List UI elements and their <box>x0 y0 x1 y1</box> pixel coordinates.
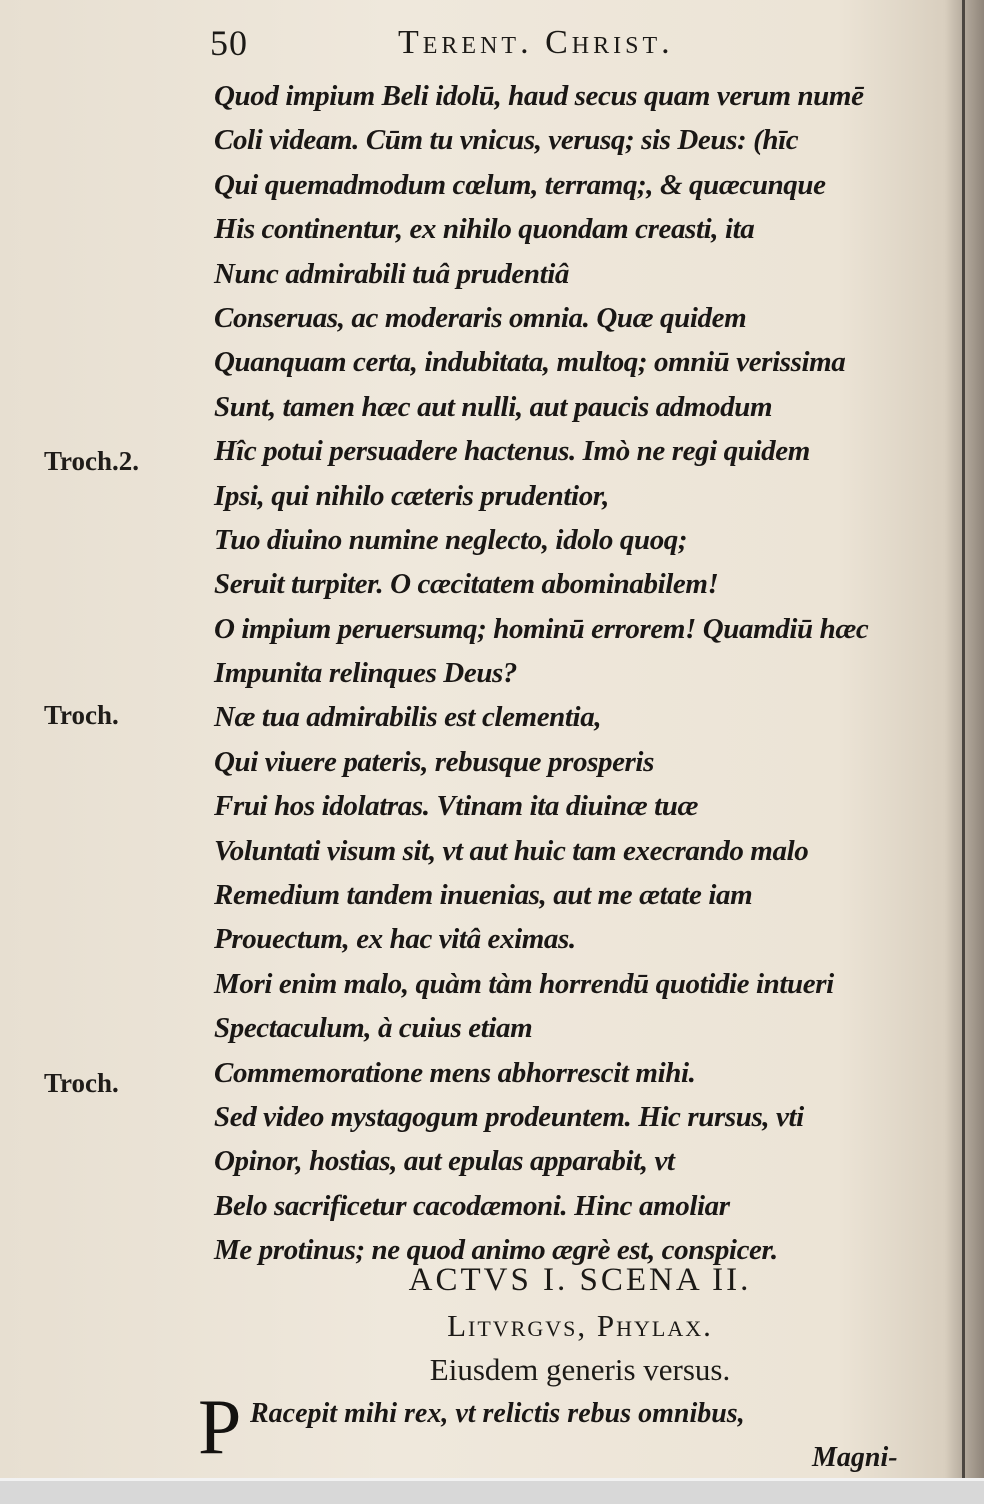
verse-line: Sunt, tamen hæc aut nulli, aut paucis admodum <box>214 390 773 423</box>
page-number: 50 <box>210 23 248 63</box>
scene-first-line: Racepit mihi rex, vt relictis rebus omnibus, <box>250 1398 745 1429</box>
catchword: Magni- <box>812 1442 898 1473</box>
verse-line: Nunc admirabili tuâ prudentiâ <box>214 257 570 290</box>
verse-line: Belo sacrificetur cacodæmoni. Hinc amoliar <box>214 1189 730 1222</box>
verse-line: Hîc potui persuadere hactenus. Imò ne regi quidem <box>214 435 810 468</box>
verse-line: Ipsi, qui nihilo cæteris prudentior, <box>214 479 609 512</box>
margin-note-trochaic: Troch. <box>44 700 119 730</box>
act-scene-heading: ACTVS I. SCENA II. <box>408 1262 752 1298</box>
verse-line: Qui viuere pateris, rebusque prosperis <box>214 745 654 778</box>
scene-speakers: Litvrgvs, Phylax. <box>447 1308 713 1343</box>
verse-line: Me protinus; ne quod animo ægrè est, conspicer. <box>214 1234 778 1267</box>
page-header <box>210 22 950 66</box>
verse-line: Conseruas, ac moderaris omnia. Quæ quidem <box>214 301 747 334</box>
viewer-bottom-edge <box>0 1478 984 1481</box>
verse-line: Qui quemadmodum cœlum, terramq;, & quæcunque <box>214 168 826 201</box>
verse-line: Remedium tandem inuenias, aut me ætate iam <box>214 879 753 912</box>
verse-line: O impium peruersumq; hominū errorem! Quamdiū hæc <box>214 612 869 645</box>
metre-note: Eiusdem generis versus. <box>429 1352 731 1387</box>
verse-line: Tuo diuino numine neglecto, idolo quoq; <box>214 523 688 556</box>
verse-line: Mori enim malo, quàm tàm horrendū quotidie intueri <box>214 967 834 1000</box>
verse-line: Prouectum, ex hac vitâ eximas. <box>214 923 576 956</box>
verse-line: Næ tua admirabilis est clementia, <box>214 701 602 734</box>
verse-line: Coli videam. Cūm tu vnicus, verusq; sis Deus: (hīc <box>214 124 799 157</box>
verse-line: His continentur, ex nihilo quondam creasti, ita <box>214 213 755 246</box>
running-title: Terent. Christ. <box>398 24 674 61</box>
margin-note-trochaic: Troch.2. <box>44 446 140 476</box>
verse-line: Commemoratione mens abhorrescit mihi. <box>214 1056 696 1089</box>
verse-line: Opinor, hostias, aut epulas apparabit, vt <box>214 1145 675 1178</box>
page-gutter <box>962 0 965 1478</box>
verse-line: Quod impium Beli idolū, haud secus quam verum numē <box>214 80 864 112</box>
margin-note-trochaic: Troch. <box>44 1068 119 1098</box>
verse-block <box>214 74 954 1273</box>
verse-line: Voluntati visum sit, vt aut huic tam execrando malo <box>214 834 809 867</box>
verse-line: Sed video mystagogum prodeuntem. Hic rursus, vti <box>214 1100 804 1133</box>
verse-line: Frui hos idolatras. Vtinam ita diuinæ tuæ <box>214 790 699 823</box>
verse-line: Impunita relinques Deus? <box>214 657 518 690</box>
drop-cap: P <box>198 1383 242 1470</box>
verse-line: Spectaculum, à cuius etiam <box>214 1012 533 1045</box>
viewer-bottom-bar <box>0 1478 984 1504</box>
verse-line: Quanquam certa, indubitata, multoq; omniū verissima <box>214 346 846 379</box>
verse-line: Seruit turpiter. O cæcitatem abominabilem! <box>214 568 719 601</box>
